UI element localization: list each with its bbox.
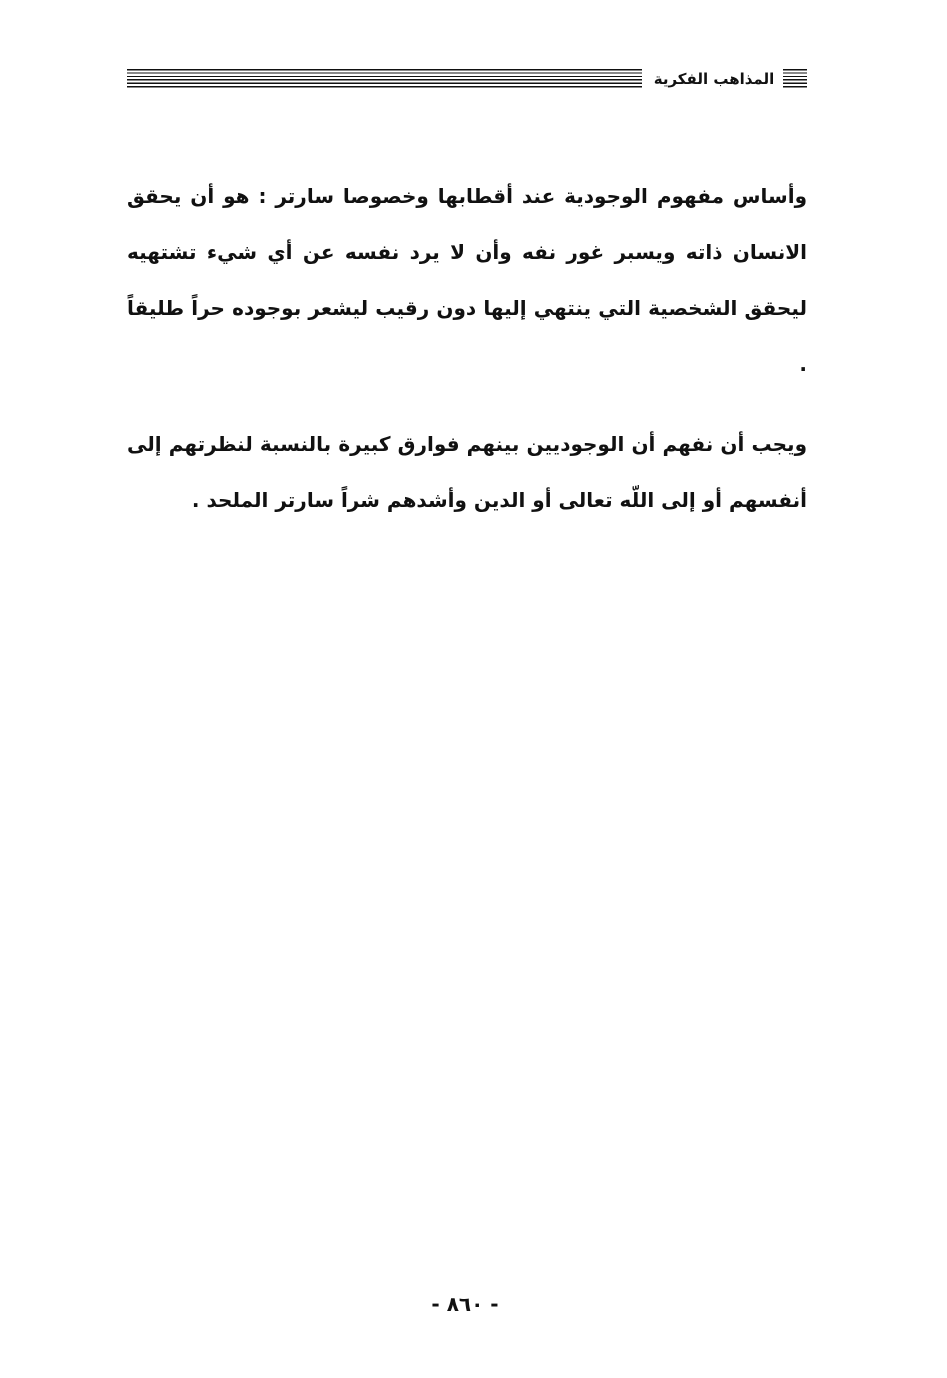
page-number: - ٨٦٠ - [431,1292,499,1316]
page-body [127,168,807,552]
header-title: المذاهب الفكرية [653,70,775,88]
header-rule-right [783,69,807,88]
body-paragraph-1: وأساس مفهوم الوجودية عند أقطابها وخصوصا سارتر : هو أن يحقق الانسان ذاته ويسبر غور نفه وأن لا يرد نفسه عن أي شيء تشتهيه ليحقق الشخصية التي ينتهي إليها دون رقيب ليشعر بوجوده حراً طليقاً . [127,184,807,376]
header-rule-left [127,69,642,88]
body-paragraph-2: ويجب أن نفهم أن الوجوديين بينهم فوارق كبيرة بالنسبة لنظرتهم إلى أنفسهم أو إلى اللّه تعالى أو الدين وأشدهم شراً سارتر الملحد . [127,432,807,512]
running-header [127,66,807,92]
